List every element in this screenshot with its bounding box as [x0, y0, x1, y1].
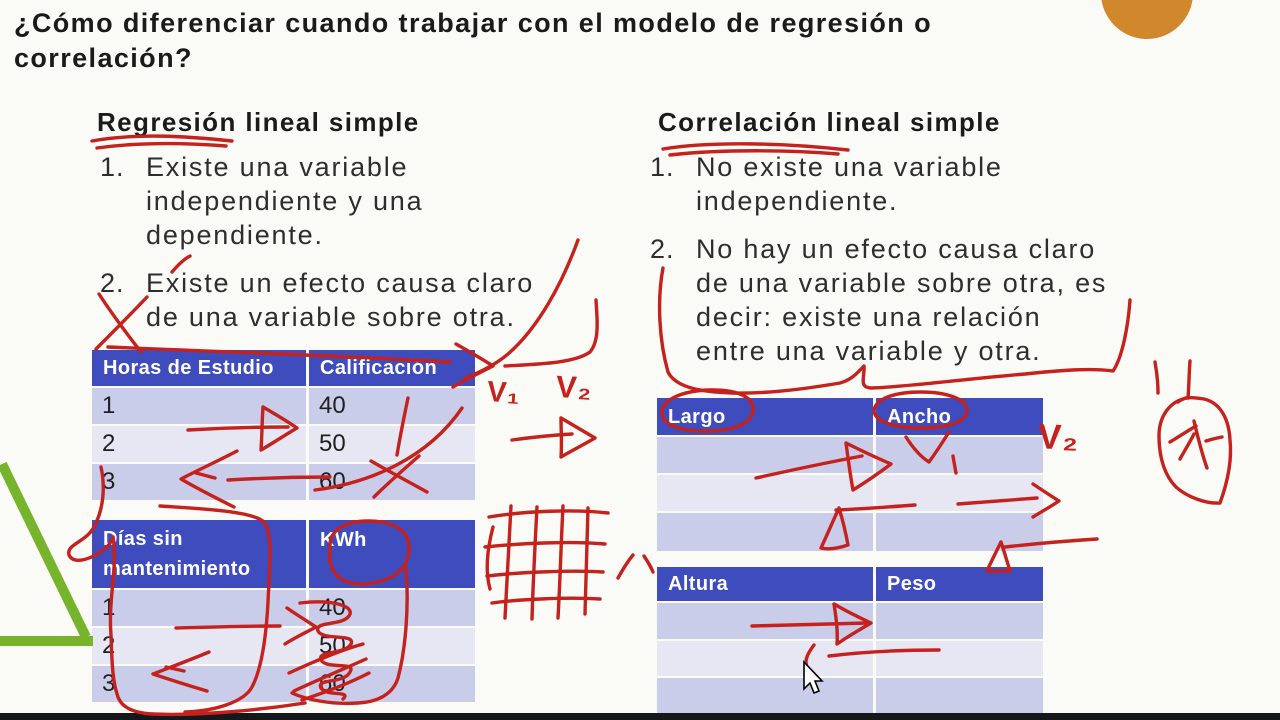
table-largo-ancho: [657, 398, 1043, 551]
list-line: decir: existe una relación: [696, 302, 1042, 332]
handwritten-label-v2-right: V₂: [1037, 417, 1080, 458]
handwritten-label-v1: V₁: [485, 375, 522, 411]
list-number: 1.: [100, 152, 125, 182]
table-altura-peso: [657, 567, 1043, 715]
leaf-doodle: [1159, 361, 1231, 503]
column-header: KWh: [309, 520, 475, 588]
left-list-item-1: [100, 150, 423, 252]
table-cell: [876, 475, 1043, 511]
list-number: 2.: [650, 234, 675, 264]
table-cell: 3: [92, 666, 306, 702]
bottom-bar: [0, 713, 1280, 720]
middle-cause-arrow: [512, 418, 595, 457]
list-line: Existe un efecto causa claro: [146, 268, 535, 298]
list-line: No existe una variable: [696, 152, 1003, 182]
left-list-item-2: [100, 266, 534, 334]
table-cell: [876, 603, 1043, 639]
list-number: 2.: [100, 268, 125, 298]
table-cell: [657, 513, 873, 551]
green-triangle-decoration: [0, 464, 93, 641]
list-line: dependiente.: [146, 220, 324, 250]
page-title: [14, 6, 1094, 76]
right-list-item-2: [650, 232, 1107, 368]
table-cell: [657, 437, 873, 473]
column-header: Calificación: [309, 350, 475, 386]
table-cell: [657, 603, 873, 639]
table-cell: 1: [92, 388, 306, 424]
table-dias-kwh: [92, 520, 475, 702]
column-header: Horas de Estudio: [92, 350, 306, 386]
table-cell: [876, 437, 1043, 473]
title-line-2: correlación?: [14, 43, 193, 73]
table-cell: [657, 475, 873, 511]
list-line: entre una variable y otra.: [696, 336, 1042, 366]
table-cell: 50: [309, 426, 475, 462]
column-header: Largo: [657, 398, 873, 435]
table-cell: [876, 641, 1043, 676]
list-text: [146, 266, 534, 334]
hash-grid-doodle: [485, 506, 633, 619]
table-cell: 40: [309, 590, 475, 626]
table-cell: [657, 641, 873, 676]
table-cell: 3: [92, 464, 306, 500]
title-line-1: ¿Cómo diferenciar cuando trabajar con el modelo de regresión o: [14, 8, 932, 38]
table-cell: 1: [92, 590, 306, 626]
list-text: [696, 150, 1003, 218]
column-header: Días sin mantenimiento: [92, 520, 306, 588]
list-line: Existe una variable: [146, 152, 409, 182]
list-line: de una variable sobre otra.: [146, 302, 516, 332]
column-header: Peso: [876, 567, 1043, 601]
table-cell: [876, 513, 1043, 551]
table-cell: 2: [92, 628, 306, 664]
list-number: 1.: [650, 152, 675, 182]
table-cell: 40: [309, 388, 475, 424]
table-cell: [657, 678, 873, 715]
table-cell: 60: [309, 464, 475, 500]
table-cell: 50: [309, 628, 475, 664]
right-list-item-1: [650, 150, 1003, 218]
orange-circle-decoration: [1101, 0, 1193, 39]
handwritten-label-v2: V₂: [555, 369, 594, 406]
table-cell: [876, 678, 1043, 715]
table-horas-calificacion: [92, 350, 475, 500]
list-text: [696, 232, 1107, 368]
table-cell: 60: [309, 666, 475, 702]
list-line: independiente.: [696, 186, 899, 216]
list-text: [146, 150, 423, 252]
table-cell: 2: [92, 426, 306, 462]
column-header: Altura: [657, 567, 873, 601]
list-line: de una variable sobre otra, es: [696, 268, 1108, 298]
list-line: No hay un efecto causa claro: [696, 234, 1097, 264]
column-header: Ancho: [876, 398, 1043, 435]
heading-correlacion: Correlación lineal simple: [658, 107, 1001, 137]
list-line: independiente y una: [146, 186, 424, 216]
heading-regresion: Regresión lineal simple: [97, 107, 420, 137]
